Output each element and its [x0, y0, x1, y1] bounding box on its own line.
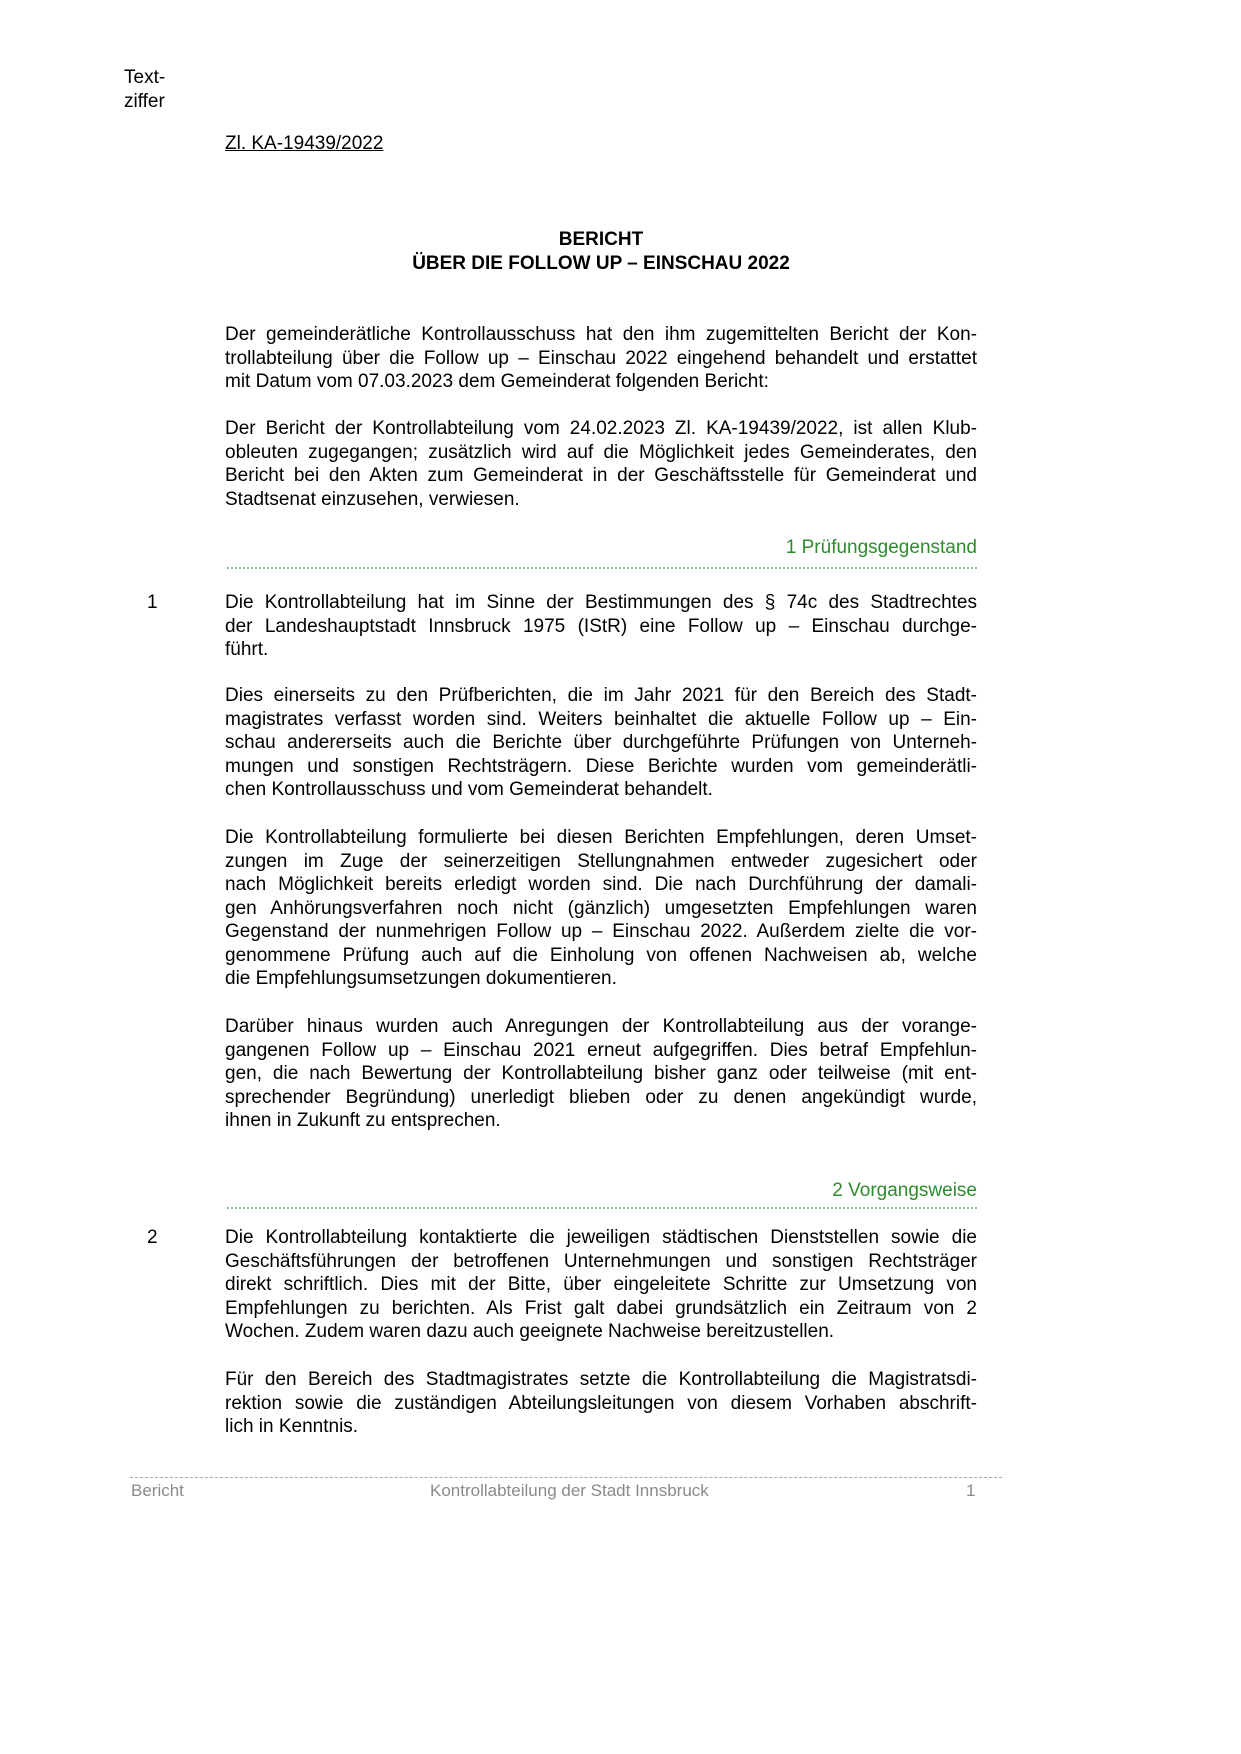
- section-heading: 1 Prüfungsgegenstand: [785, 537, 977, 558]
- footer-left: Bericht: [131, 1481, 184, 1500]
- section-divider: [227, 567, 977, 569]
- paragraph: [225, 684, 977, 802]
- paragraph-line: Stadtsenat einzusehen, verwiesen.: [225, 488, 520, 510]
- paragraph-line: gangenen Follow up – Einschau 2021 erneut aufgegriffen. Dies betraf Empfehlun-: [225, 1039, 977, 1061]
- paragraph-line: gen Anhörungsverfahren noch nicht (gänzlich) umgesetzten Empfehlungen waren: [225, 897, 977, 919]
- paragraph-line: Für den Bereich des Stadtmagistrates setzte die Kontrollabteilung die Magistratsdi-: [225, 1369, 977, 1390]
- paragraph-line: mungen und sonstigen Rechtsträgern. Diese Berichte wurden vom gemeinderätli-: [225, 755, 977, 777]
- paragraph: [225, 1368, 977, 1439]
- paragraph-line: nach Möglichkeit bereits erledigt worden sind. Die nach Durchführung der damali-: [225, 874, 977, 895]
- paragraph-line: gen, die nach Bewertung der Kontrollabteilung bisher ganz oder teilweise (mit ent-: [225, 1063, 977, 1084]
- paragraph-line: führt.: [225, 639, 269, 660]
- paragraph: [225, 1226, 977, 1344]
- paragraph-line: Darüber hinaus wurden auch Anregungen der Kontrollabteilung aus der vorange-: [225, 1016, 977, 1037]
- paragraph-line: Die Kontrollabteilung hat im Sinne der Bestimmungen des § 74c des Stadtrechtes: [225, 592, 977, 613]
- footer-page-number: 1: [966, 1481, 976, 1500]
- paragraph: [225, 323, 977, 394]
- paragraph-line: magistrates verfasst worden sind. Weiters beinhaltet die aktuelle Follow up – Ein-: [225, 708, 977, 730]
- paragraph-line: chen Kontrollausschuss und vom Gemeinderat behandelt.: [225, 779, 713, 800]
- paragraph-line: schau andererseits auch die Berichte über durchgeführte Prüfungen von Unterneh-: [225, 732, 977, 753]
- margin-label-line: Text-: [124, 67, 166, 88]
- margin-label: [124, 66, 165, 113]
- textziffer-number: 1: [147, 592, 158, 613]
- paragraph-line: direkt schriftlich. Dies mit der Bitte, über eingeleitete Schritte zur Umsetzung von: [225, 1274, 977, 1295]
- paragraph-line: Gegenstand der nunmehrigen Follow up – Einschau 2022. Außerdem zielte die vor-: [225, 921, 977, 942]
- paragraph-line: genommene Prüfung auch auf die Einholung von offenen Nachweisen ab, welche: [225, 944, 977, 966]
- paragraph: [225, 1015, 977, 1133]
- paragraph-line: der Landeshauptstadt Innsbruck 1975 (IStR) eine Follow up – Einschau durchge-: [225, 615, 977, 637]
- title-line: ÜBER DIE FOLLOW UP – EINSCHAU 2022: [412, 253, 790, 274]
- paragraph-line: Der gemeinderätliche Kontrollausschuss hat den ihm zugemittelten Bericht der Kon-: [225, 324, 977, 345]
- paragraph-line: mit Datum vom 07.03.2023 dem Gemeinderat folgenden Bericht:: [225, 371, 769, 392]
- paragraph-line: Die Kontrollabteilung formulierte bei diesen Berichten Empfehlungen, deren Umset-: [225, 827, 977, 848]
- footer-center: Kontrollabteilung der Stadt Innsbruck: [430, 1481, 709, 1500]
- paragraph-line: Empfehlungen zu berichten. Als Frist galt dabei grundsätzlich ein Zeitraum von 2: [225, 1297, 977, 1319]
- paragraph-line: die Empfehlungsumsetzungen dokumentieren.: [225, 968, 617, 989]
- footer-divider: [130, 1477, 1002, 1478]
- textziffer-number: 2: [147, 1227, 158, 1248]
- paragraph-line: ihnen in Zukunft zu entsprechen.: [225, 1110, 501, 1131]
- paragraph: [225, 591, 977, 662]
- reference-number: Zl. KA-19439/2022: [225, 133, 384, 154]
- paragraph-line: Dies einerseits zu den Prüfberichten, die im Jahr 2021 für den Bereich des Stadt-: [225, 685, 977, 706]
- paragraph-line: Die Kontrollabteilung kontaktierte die jeweiligen städtischen Dienststellen sowie die: [225, 1227, 977, 1248]
- paragraph-line: obleuten zugegangen; zusätzlich wird auf die Möglichkeit jedes Gemeinderates, den: [225, 441, 977, 463]
- paragraph-line: Der Bericht der Kontrollabteilung vom 24.02.2023 Zl. KA-19439/2022, ist allen Klub-: [225, 418, 977, 439]
- paragraph-line: Wochen. Zudem waren dazu auch geeignete Nachweise bereitzustellen.: [225, 1321, 835, 1342]
- paragraph-line: trollabteilung über die Follow up – Einschau 2022 eingehend behandelt und erstattet: [225, 347, 977, 369]
- paragraph-line: Bericht bei den Akten zum Gemeinderat in der Geschäftsstelle für Gemeinderat und: [225, 465, 977, 486]
- paragraph-line: zungen im Zuge der seinerzeitigen Stellungnahmen entweder zugesichert oder: [225, 850, 977, 872]
- paragraph-line: lich in Kenntnis.: [225, 1416, 359, 1437]
- paragraph: [225, 417, 977, 511]
- paragraph-line: rektion sowie die zuständigen Abteilungsleitungen von diesem Vorhaben abschrift-: [225, 1392, 977, 1414]
- paragraph-line: Geschäftsführungen der betroffenen Unternehmungen und sonstigen Rechtsträger: [225, 1250, 977, 1272]
- margin-label-line: ziffer: [124, 90, 165, 112]
- page-title: [225, 228, 977, 276]
- paragraph: [225, 826, 977, 991]
- section-divider: [227, 1207, 977, 1209]
- title-line: BERICHT: [558, 229, 644, 250]
- section-heading: 2 Vorgangsweise: [832, 1180, 977, 1201]
- paragraph-line: sprechender Begründung) unerledigt blieben oder zu denen angekündigt wurde,: [225, 1086, 977, 1108]
